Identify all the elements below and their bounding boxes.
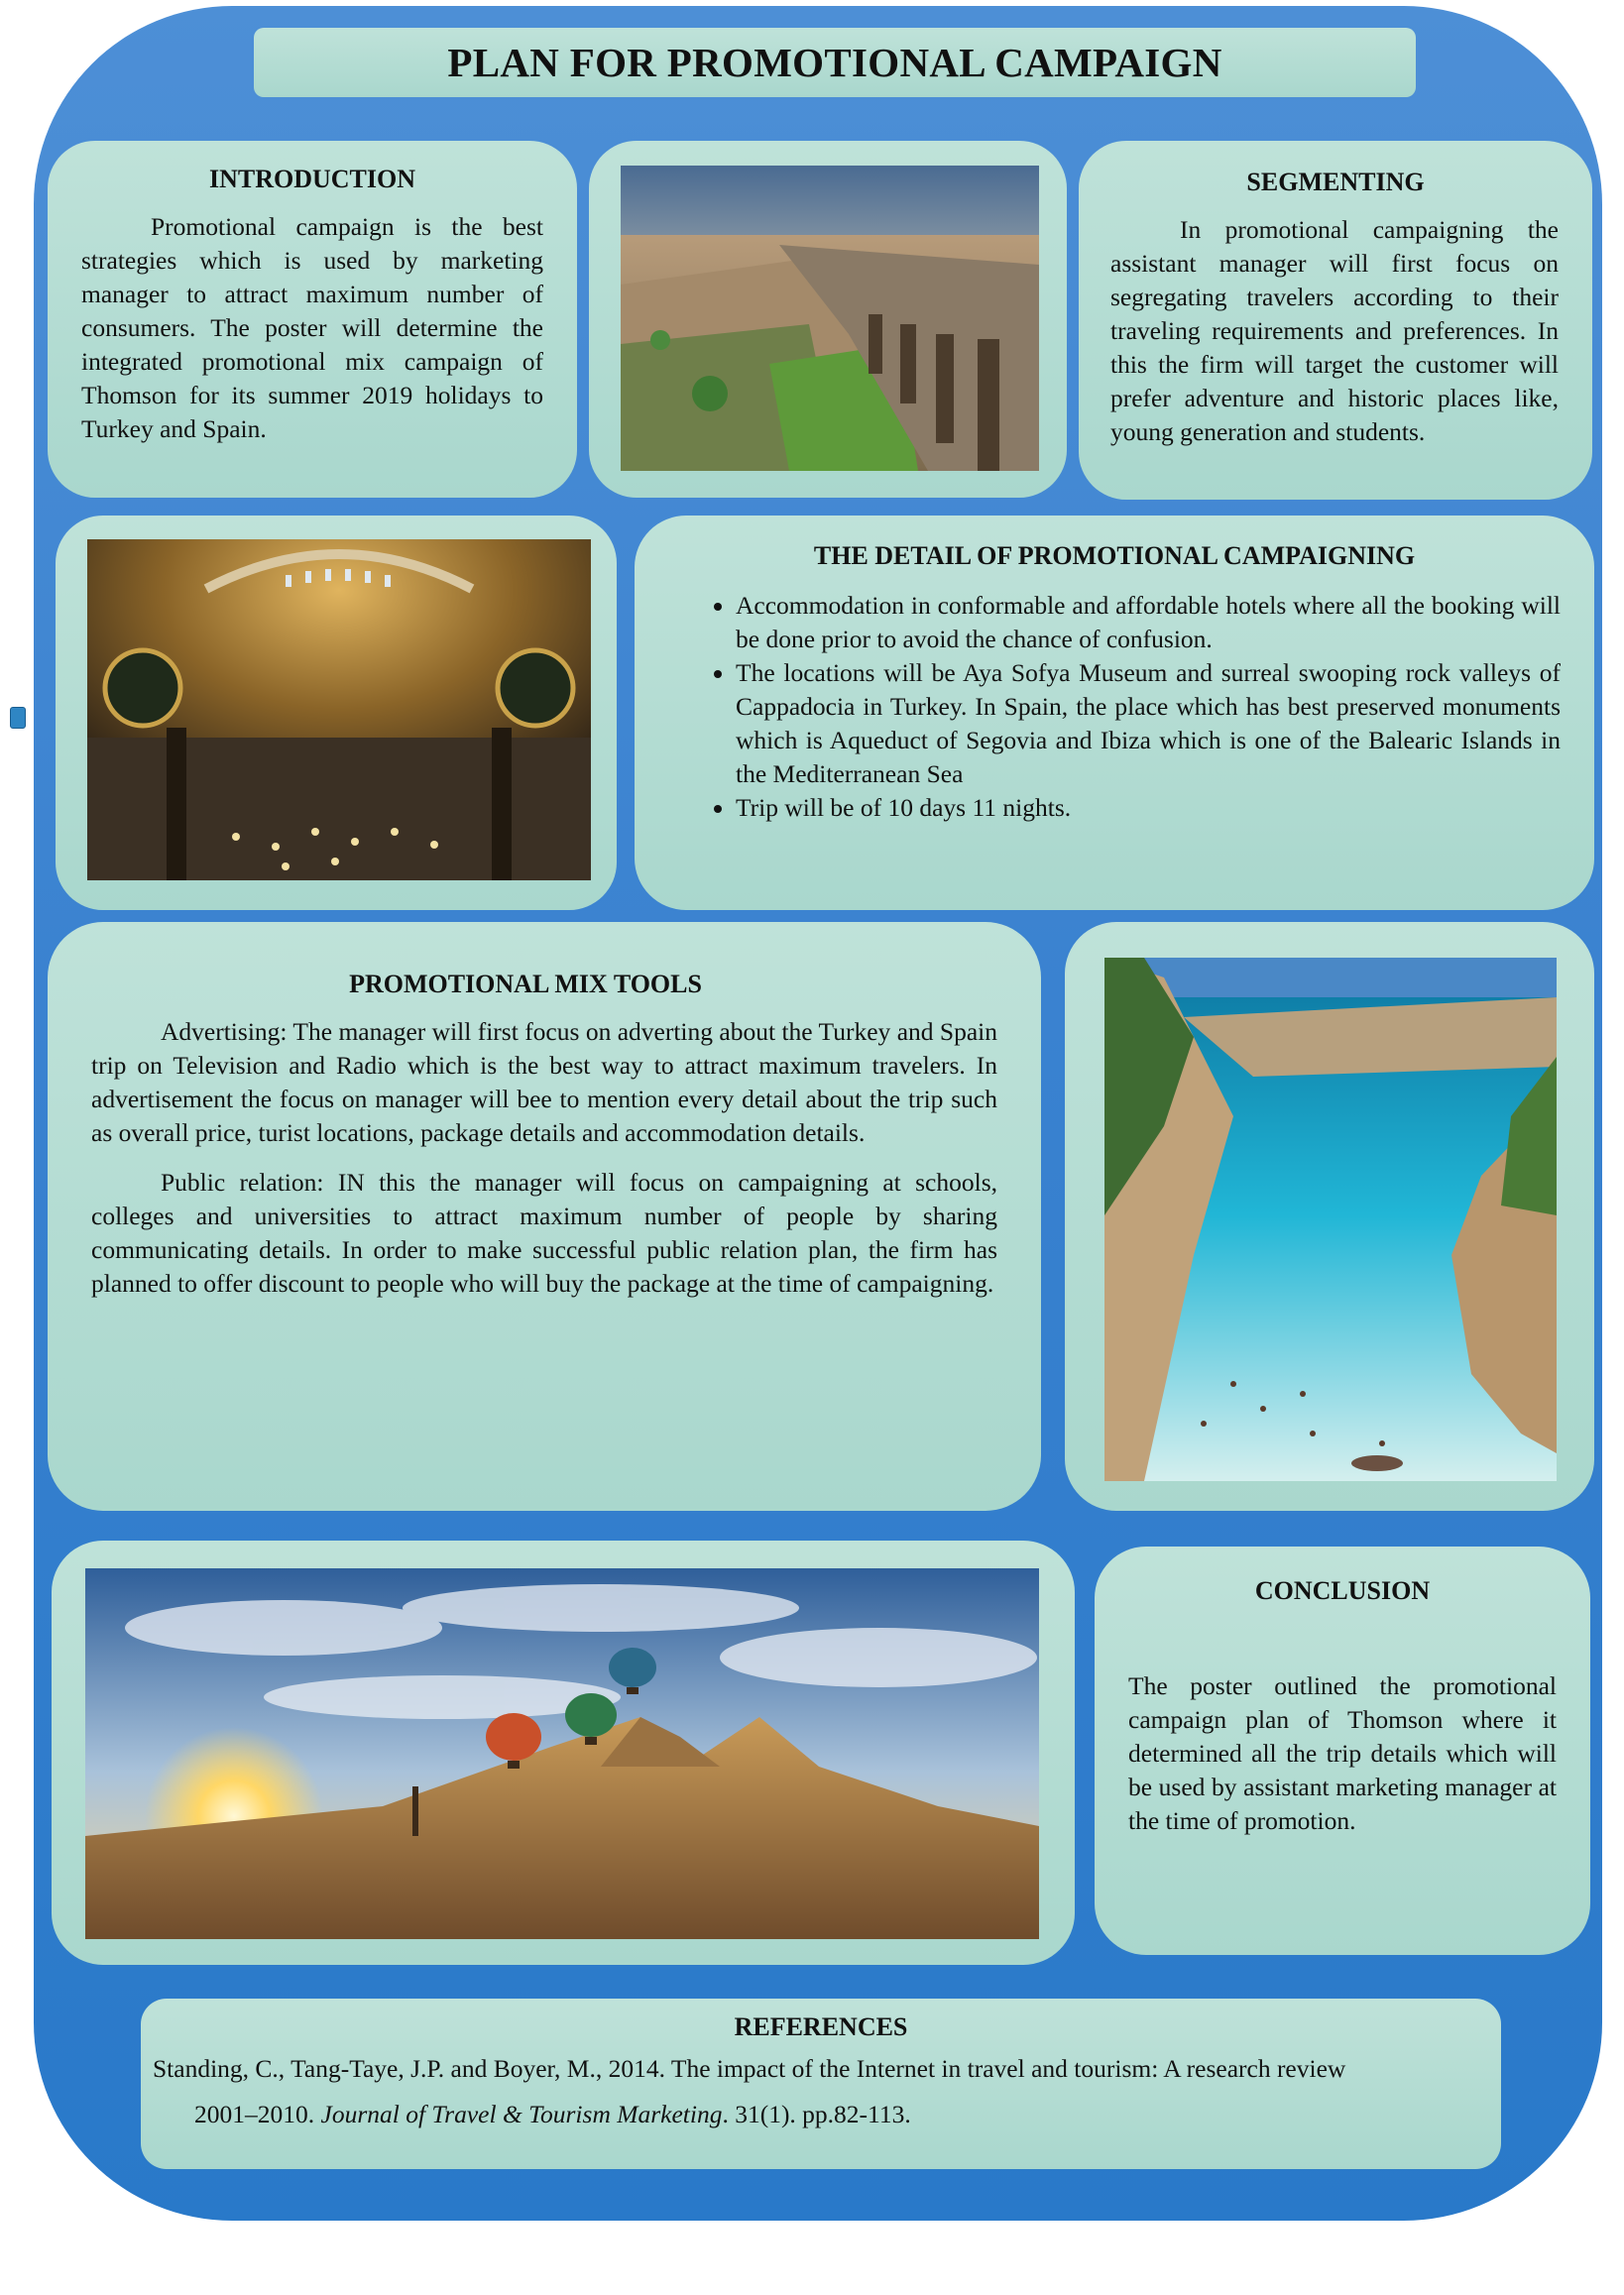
aya-sofya-interior-photo bbox=[87, 539, 591, 880]
detail-bullet: • The locations will be Aya Sofya Museum and surreal swooping rock valleys of Cappadocia in Turkey. In Spain, the place which has best preserved monuments which is Aqueduct of Segovia and Ibiza which is one of the Balearic Islands in the Mediterranean Sea bbox=[736, 656, 1561, 791]
aqueduct-of-segovia-photo bbox=[621, 166, 1039, 471]
cove-photo-panel bbox=[1065, 922, 1594, 1511]
introduction-text: Promotional campaign is the best strategies which is used by marketing manager to attract maximum number of consumers. The poster will determine the integrated promotional mix campaign of Thomson for its summer 2019 holidays to Turkey and Spain. bbox=[81, 212, 543, 443]
references-heading: REFERENCES bbox=[734, 2012, 908, 2041]
page-title: PLAN FOR PROMOTIONAL CAMPAIGN bbox=[254, 28, 1416, 97]
detail-bullet: • Trip will be of 10 days 11 nights. bbox=[736, 791, 1561, 825]
detail-bullet-list bbox=[696, 589, 1561, 825]
reference-line-2-prefix: 2001–2010. bbox=[194, 2100, 321, 2128]
resize-handle[interactable] bbox=[10, 707, 26, 729]
cappadocia-photo-panel bbox=[52, 1541, 1075, 1965]
detail-panel bbox=[635, 516, 1594, 910]
segmenting-panel bbox=[1079, 141, 1592, 500]
conclusion-heading: CONCLUSION bbox=[1254, 1576, 1431, 1605]
reference-journal: Journal of Travel & Tourism Marketing bbox=[320, 2100, 723, 2128]
introduction-panel bbox=[48, 141, 577, 498]
conclusion-text: The poster outlined the promotional campaign plan of Thomson where it determined all the trip details which will be used by assistant marketing manager at the time of promotion. bbox=[1128, 1671, 1557, 1835]
mediterranean-cove-photo bbox=[1104, 958, 1557, 1481]
segmenting-text: In promotional campaigning the assistant manager will first focus on segregating travelers according to their traveling requirements and preferences. In this the firm will target the customer will prefer adventure and historic places like, young generation and students. bbox=[1110, 215, 1559, 446]
hagia-sophia-photo-panel bbox=[56, 516, 617, 910]
detail-heading: THE DETAIL OF PROMOTIONAL CAMPAIGNING bbox=[813, 541, 1416, 570]
mix-tools-paragraph: Public relation: IN this the manager will focus on campaigning at schools, colleges and universities to attract maximum number of people by sharing communicating details. In order to make successful public relation plan, the firm has planned to offer discount to people who will buy the package at the time of campaigning. bbox=[91, 1168, 997, 1298]
reference-line-2-suffix: . 31(1). pp.82-113. bbox=[722, 2100, 911, 2128]
segmenting-heading: SEGMENTING bbox=[1246, 168, 1425, 196]
mix-tools-panel bbox=[48, 922, 1041, 1511]
detail-bullet: • Accommodation in conformable and affordable hotels where all the booking will be done prior to avoid the chance of confusion. bbox=[736, 589, 1561, 656]
reference-entry bbox=[153, 2046, 1501, 2137]
references-panel bbox=[141, 1999, 1501, 2169]
mix-tools-heading: PROMOTIONAL MIX TOOLS bbox=[349, 970, 702, 998]
conclusion-panel bbox=[1095, 1547, 1590, 1955]
introduction-heading: INTRODUCTION bbox=[208, 165, 416, 193]
reference-line-1: Standing, C., Tang-Taye, J.P. and Boyer, M., 2014. The impact of the Internet in travel and tourism: A research review bbox=[153, 2054, 1346, 2083]
aqueduct-photo-panel bbox=[589, 141, 1067, 498]
cappadocia-balloons-photo bbox=[85, 1568, 1039, 1939]
mix-tools-paragraph: Advertising: The manager will first focus on adverting about the Turkey and Spain trip on Television and Radio which is the best way to attract maximum travelers. In advertisement the focus on manager will bee to mention every detail about the trip such as overall price, turist locations, package details and accommodation details. bbox=[91, 1017, 997, 1147]
